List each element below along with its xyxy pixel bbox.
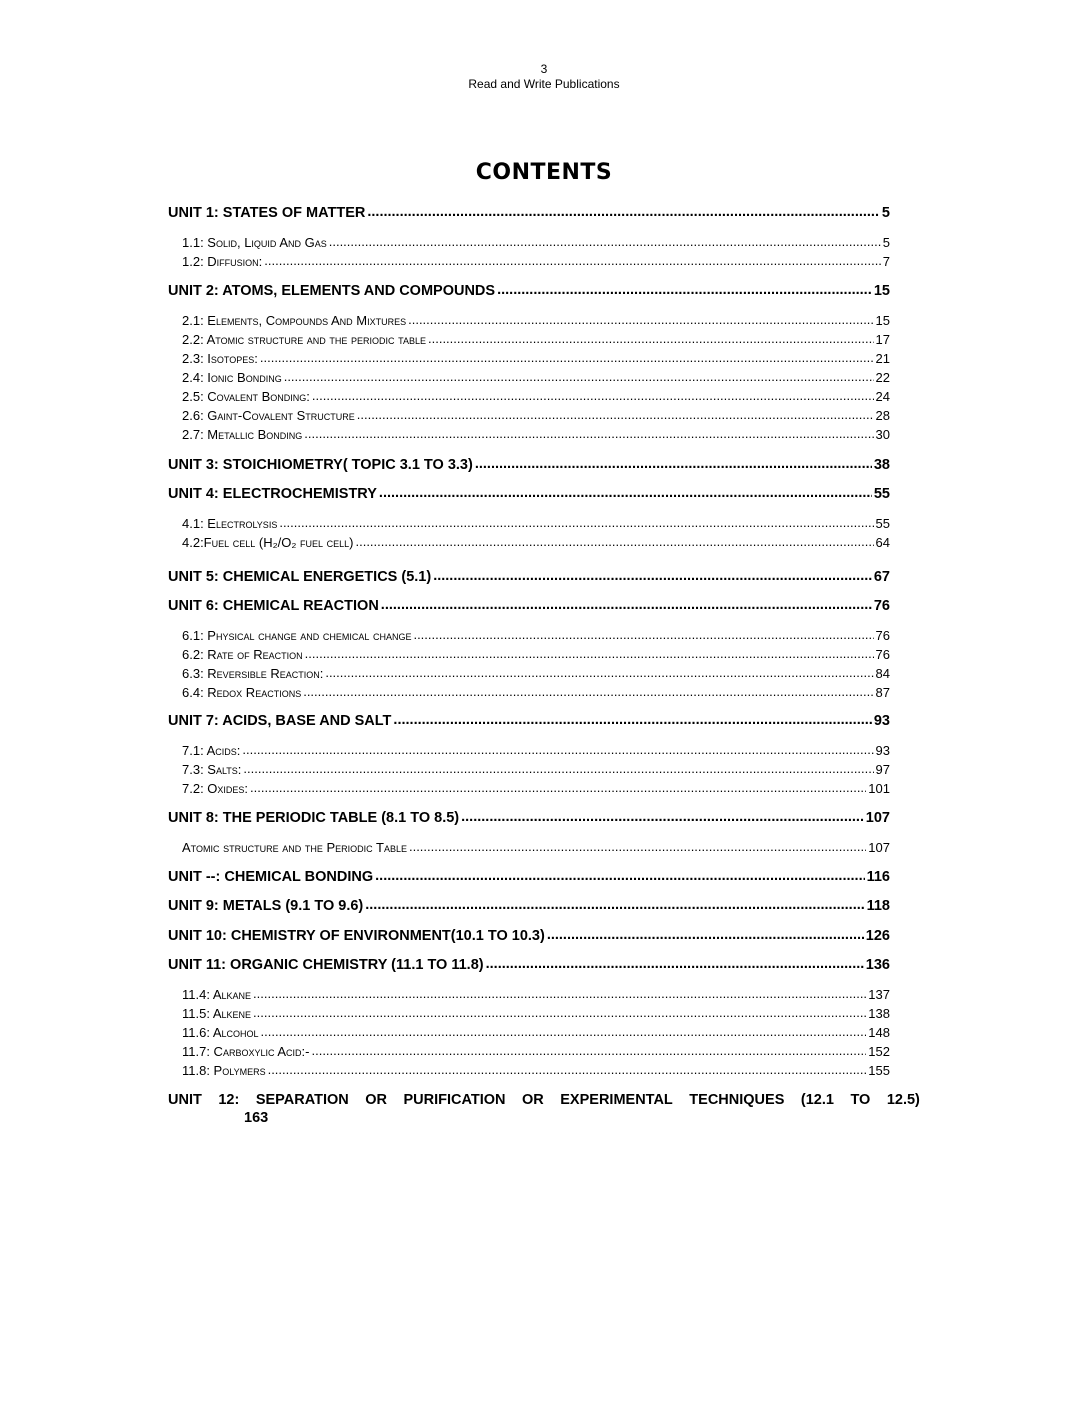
toc-entry-page: 155	[868, 1063, 890, 1078]
page-number: 3	[540, 62, 548, 76]
toc-subsection-entry[interactable]	[168, 1025, 890, 1043]
toc-entry-label: 11.8: Polymers	[182, 1063, 266, 1078]
dot-leader	[365, 897, 864, 913]
toc-entry-label: UNIT 7: ACIDS, BASE AND SALT	[168, 713, 392, 729]
toc-entry-label: 4.1: Electrolysis	[182, 516, 278, 531]
toc-unit-12-word: SEPARATION	[255, 1092, 349, 1108]
toc-entry-label: 2.6: Gaint-Covalent Structure	[182, 408, 355, 423]
toc-unit-entry[interactable]	[168, 928, 890, 948]
dot-leader	[264, 253, 880, 268]
toc-entry-page: 67	[873, 569, 890, 585]
page-header	[0, 62, 1088, 92]
dot-leader	[413, 627, 873, 642]
toc-entry-label: 6.4: Redox Reactions	[182, 685, 302, 700]
toc-unit-entry[interactable]	[168, 486, 890, 506]
dot-leader	[408, 312, 873, 327]
dot-leader	[357, 407, 874, 422]
dot-leader	[243, 761, 873, 776]
toc-entry-label: 1.1: Solid, Liquid And Gas	[182, 235, 327, 250]
toc-entry-label: 2.7: Metallic Bonding	[182, 427, 303, 442]
toc-entry-label: 2.2: Atomic structure and the periodic table	[182, 332, 426, 347]
toc-subsection-entry[interactable]	[168, 332, 890, 350]
toc-entry-page: 7	[882, 254, 890, 269]
toc-entry-label: 11.4: Alkane	[182, 987, 252, 1002]
toc-unit-12-word: EXPERIMENTAL	[560, 1092, 673, 1108]
toc-subsection-entry[interactable]	[168, 535, 890, 553]
toc-entry-page: 93	[873, 713, 890, 729]
toc-subsection-entry[interactable]	[168, 762, 890, 780]
dot-leader	[268, 1062, 867, 1077]
toc-entry-label: 11.7: Carboxylic Acid:-	[182, 1044, 310, 1059]
toc-entry-page: 107	[868, 840, 890, 855]
toc-entry-page: 93	[875, 743, 890, 758]
dot-leader	[486, 956, 864, 972]
toc-entry-page: 148	[868, 1025, 890, 1040]
dot-leader	[284, 369, 874, 384]
toc-entry-page: 17	[875, 332, 890, 347]
toc-unit-entry[interactable]	[168, 957, 890, 977]
toc-entry-label: 6.3: Reversible Reaction:	[182, 666, 324, 681]
toc-entry-label: 11.5: Alkene	[182, 1006, 252, 1021]
dot-leader	[379, 485, 872, 501]
toc-entry-page: 137	[868, 987, 890, 1002]
dot-leader	[311, 1043, 866, 1058]
toc-subsection-entry[interactable]	[168, 1006, 890, 1024]
toc-entry-page: 136	[865, 957, 890, 973]
dot-leader	[279, 515, 873, 530]
toc-entry-label: 7.2: Oxides:	[182, 781, 249, 796]
toc-unit-entry[interactable]	[168, 283, 890, 303]
toc-entry-page: 5	[882, 235, 890, 250]
dot-leader	[305, 646, 874, 661]
toc-entry-label: 7.1: Acids:	[182, 743, 241, 758]
toc-entry-page: 76	[873, 598, 890, 614]
dot-leader	[253, 1005, 866, 1020]
toc-entry-label: 4.2:Fuel cell (H₂/O₂ fuel cell)	[182, 535, 354, 550]
toc-subsection-entry[interactable]	[168, 389, 890, 407]
dot-leader	[329, 234, 881, 249]
toc-entry-label: 2.4: Ionic Bonding	[182, 370, 282, 385]
toc-entry-label: UNIT 4: ELECTROCHEMISTRY	[168, 486, 377, 502]
toc-subsection-entry[interactable]	[168, 666, 890, 684]
toc-subsection-entry[interactable]	[168, 254, 890, 272]
toc-entry-label: UNIT 11: ORGANIC CHEMISTRY (11.1 TO 11.8)	[168, 957, 484, 973]
toc-subsection-entry[interactable]	[168, 370, 890, 388]
dot-leader	[355, 534, 873, 549]
dot-leader	[381, 597, 872, 613]
toc-entry-page: 107	[865, 810, 890, 826]
toc-entry-label: 6.2: Rate of Reaction	[182, 647, 303, 662]
dot-leader	[260, 350, 874, 365]
toc-entry-page: 152	[868, 1044, 890, 1059]
toc-subsection-entry[interactable]	[168, 1063, 890, 1081]
dot-leader	[375, 868, 864, 884]
toc-entry-label: UNIT 10: CHEMISTRY OF ENVIRONMENT(10.1 TO 10.3)	[168, 928, 545, 944]
toc-entry-label: 2.5: Covalent Bonding:	[182, 389, 310, 404]
toc-subsection-entry[interactable]	[168, 840, 890, 858]
toc-unit-12-word: PURIFICATION	[403, 1092, 506, 1108]
toc-subsection-entry[interactable]	[168, 408, 890, 426]
toc-subsection-entry[interactable]	[168, 313, 890, 331]
toc-subsection-entry[interactable]	[168, 427, 890, 445]
toc-entry-page: 22	[875, 370, 890, 385]
toc-unit-entry[interactable]	[168, 713, 890, 733]
toc-entry-label: UNIT 5: CHEMICAL ENERGETICS (5.1)	[168, 569, 432, 585]
toc-entry-page: 30	[875, 427, 890, 442]
toc-entry-page: 38	[873, 457, 890, 473]
toc-unit-12-word: 12:	[218, 1092, 240, 1108]
publisher-name: Read and Write Publications	[468, 77, 620, 91]
toc-entry-page: 28	[875, 408, 890, 423]
toc-entry-label: 2.1: Elements, Compounds And Mixtures	[182, 313, 407, 328]
toc-entry-page: 24	[875, 389, 890, 404]
toc-unit-12-word: UNIT	[168, 1092, 202, 1108]
dot-leader	[303, 684, 873, 699]
toc-unit-entry[interactable]	[168, 869, 890, 889]
toc-unit-12-word: TECHNIQUES	[689, 1092, 785, 1108]
toc-subsection-entry[interactable]	[168, 628, 890, 646]
toc-unit-entry[interactable]	[168, 598, 890, 618]
toc-subsection-entry[interactable]	[168, 647, 890, 665]
dot-leader	[325, 665, 873, 680]
toc-subsection-entry[interactable]	[168, 987, 890, 1005]
dot-leader	[409, 839, 866, 854]
dot-leader	[461, 809, 864, 825]
toc-entry-page: 138	[868, 1006, 890, 1021]
dot-leader	[497, 282, 872, 298]
dot-leader	[242, 742, 873, 757]
toc-unit-12-word: OR	[522, 1092, 544, 1108]
toc-subsection-entry[interactable]	[168, 743, 890, 761]
toc-unit-entry[interactable]	[168, 810, 890, 830]
dot-leader	[261, 1024, 867, 1039]
toc-entry-label: UNIT 3: STOICHIOMETRY( TOPIC 3.1 TO 3.3)	[168, 457, 473, 473]
dot-leader	[250, 780, 866, 795]
dot-leader	[428, 331, 874, 346]
toc-entry-label: UNIT 1: STATES OF MATTER	[168, 205, 366, 221]
toc-entry-label: UNIT --: CHEMICAL BONDING	[168, 869, 374, 885]
toc-subsection-entry[interactable]	[168, 1044, 890, 1062]
toc-subsection-entry[interactable]	[168, 516, 890, 534]
dot-leader	[312, 388, 874, 403]
toc-unit-12-title	[168, 1092, 920, 1108]
toc-entry-page: 76	[875, 647, 890, 662]
toc-entry-label: Atomic structure and the Periodic Table	[182, 840, 407, 855]
toc-subsection-entry[interactable]	[168, 685, 890, 703]
toc-subsection-entry[interactable]	[168, 351, 890, 369]
toc-entry-label: UNIT 2: ATOMS, ELEMENTS AND COMPOUNDS	[168, 283, 496, 299]
toc-unit-entry[interactable]	[168, 898, 890, 918]
dot-leader	[367, 204, 880, 220]
toc-entry-page: 126	[865, 928, 890, 944]
toc-unit-12-page: 163	[244, 1110, 269, 1126]
toc-subsection-entry[interactable]	[168, 235, 890, 253]
toc-unit-entry[interactable]	[168, 205, 890, 225]
dot-leader	[304, 426, 873, 441]
toc-entry-page: 21	[875, 351, 890, 366]
dot-leader	[547, 927, 864, 943]
toc-unit-entry[interactable]	[168, 457, 890, 477]
toc-entry-page: 15	[873, 283, 890, 299]
toc-entry-page: 84	[875, 666, 890, 681]
toc-entry-label: UNIT 6: CHEMICAL REACTION	[168, 598, 379, 614]
page-title: CONTENTS	[475, 160, 613, 185]
toc-entry-page: 118	[866, 898, 890, 914]
dot-leader	[433, 568, 872, 584]
toc-unit-entry[interactable]	[168, 569, 890, 589]
toc-entry-page: 76	[875, 628, 890, 643]
toc-entry-page: 15	[875, 313, 890, 328]
toc-entry-page: 101	[868, 781, 890, 796]
dot-leader	[253, 986, 866, 1001]
toc-entry-label: 1.2: Diffusion:	[182, 254, 263, 269]
toc-entry-label: 2.3: Isotopes:	[182, 351, 258, 366]
toc-unit-12-word: 12.5)	[886, 1092, 920, 1108]
toc-subsection-entry[interactable]	[168, 781, 890, 799]
toc-entry-page: 55	[873, 486, 890, 502]
toc-unit-12-word: (12.1	[800, 1092, 834, 1108]
toc-entry-label: UNIT 9: METALS (9.1 TO 9.6)	[168, 898, 364, 914]
toc-entry-page: 5	[881, 205, 890, 221]
toc-entry-page: 64	[875, 535, 890, 550]
toc-entry-label: 7.3: Salts:	[182, 762, 242, 777]
dot-leader	[475, 456, 872, 472]
toc-entry-label: UNIT 8: THE PERIODIC TABLE (8.1 TO 8.5)	[168, 810, 460, 826]
dot-leader	[393, 712, 871, 728]
toc-entry-label: 11.6: Alcohol	[182, 1025, 259, 1040]
toc-entry-page: 116	[866, 869, 890, 885]
toc-unit-12-word: TO	[850, 1092, 871, 1108]
toc-entry-page: 55	[875, 516, 890, 531]
toc-entry-label: 6.1: Physical change and chemical change	[182, 628, 412, 643]
toc-entry-page: 87	[875, 685, 890, 700]
toc-entry-page: 97	[875, 762, 890, 777]
toc-unit-12-word: OR	[365, 1092, 387, 1108]
